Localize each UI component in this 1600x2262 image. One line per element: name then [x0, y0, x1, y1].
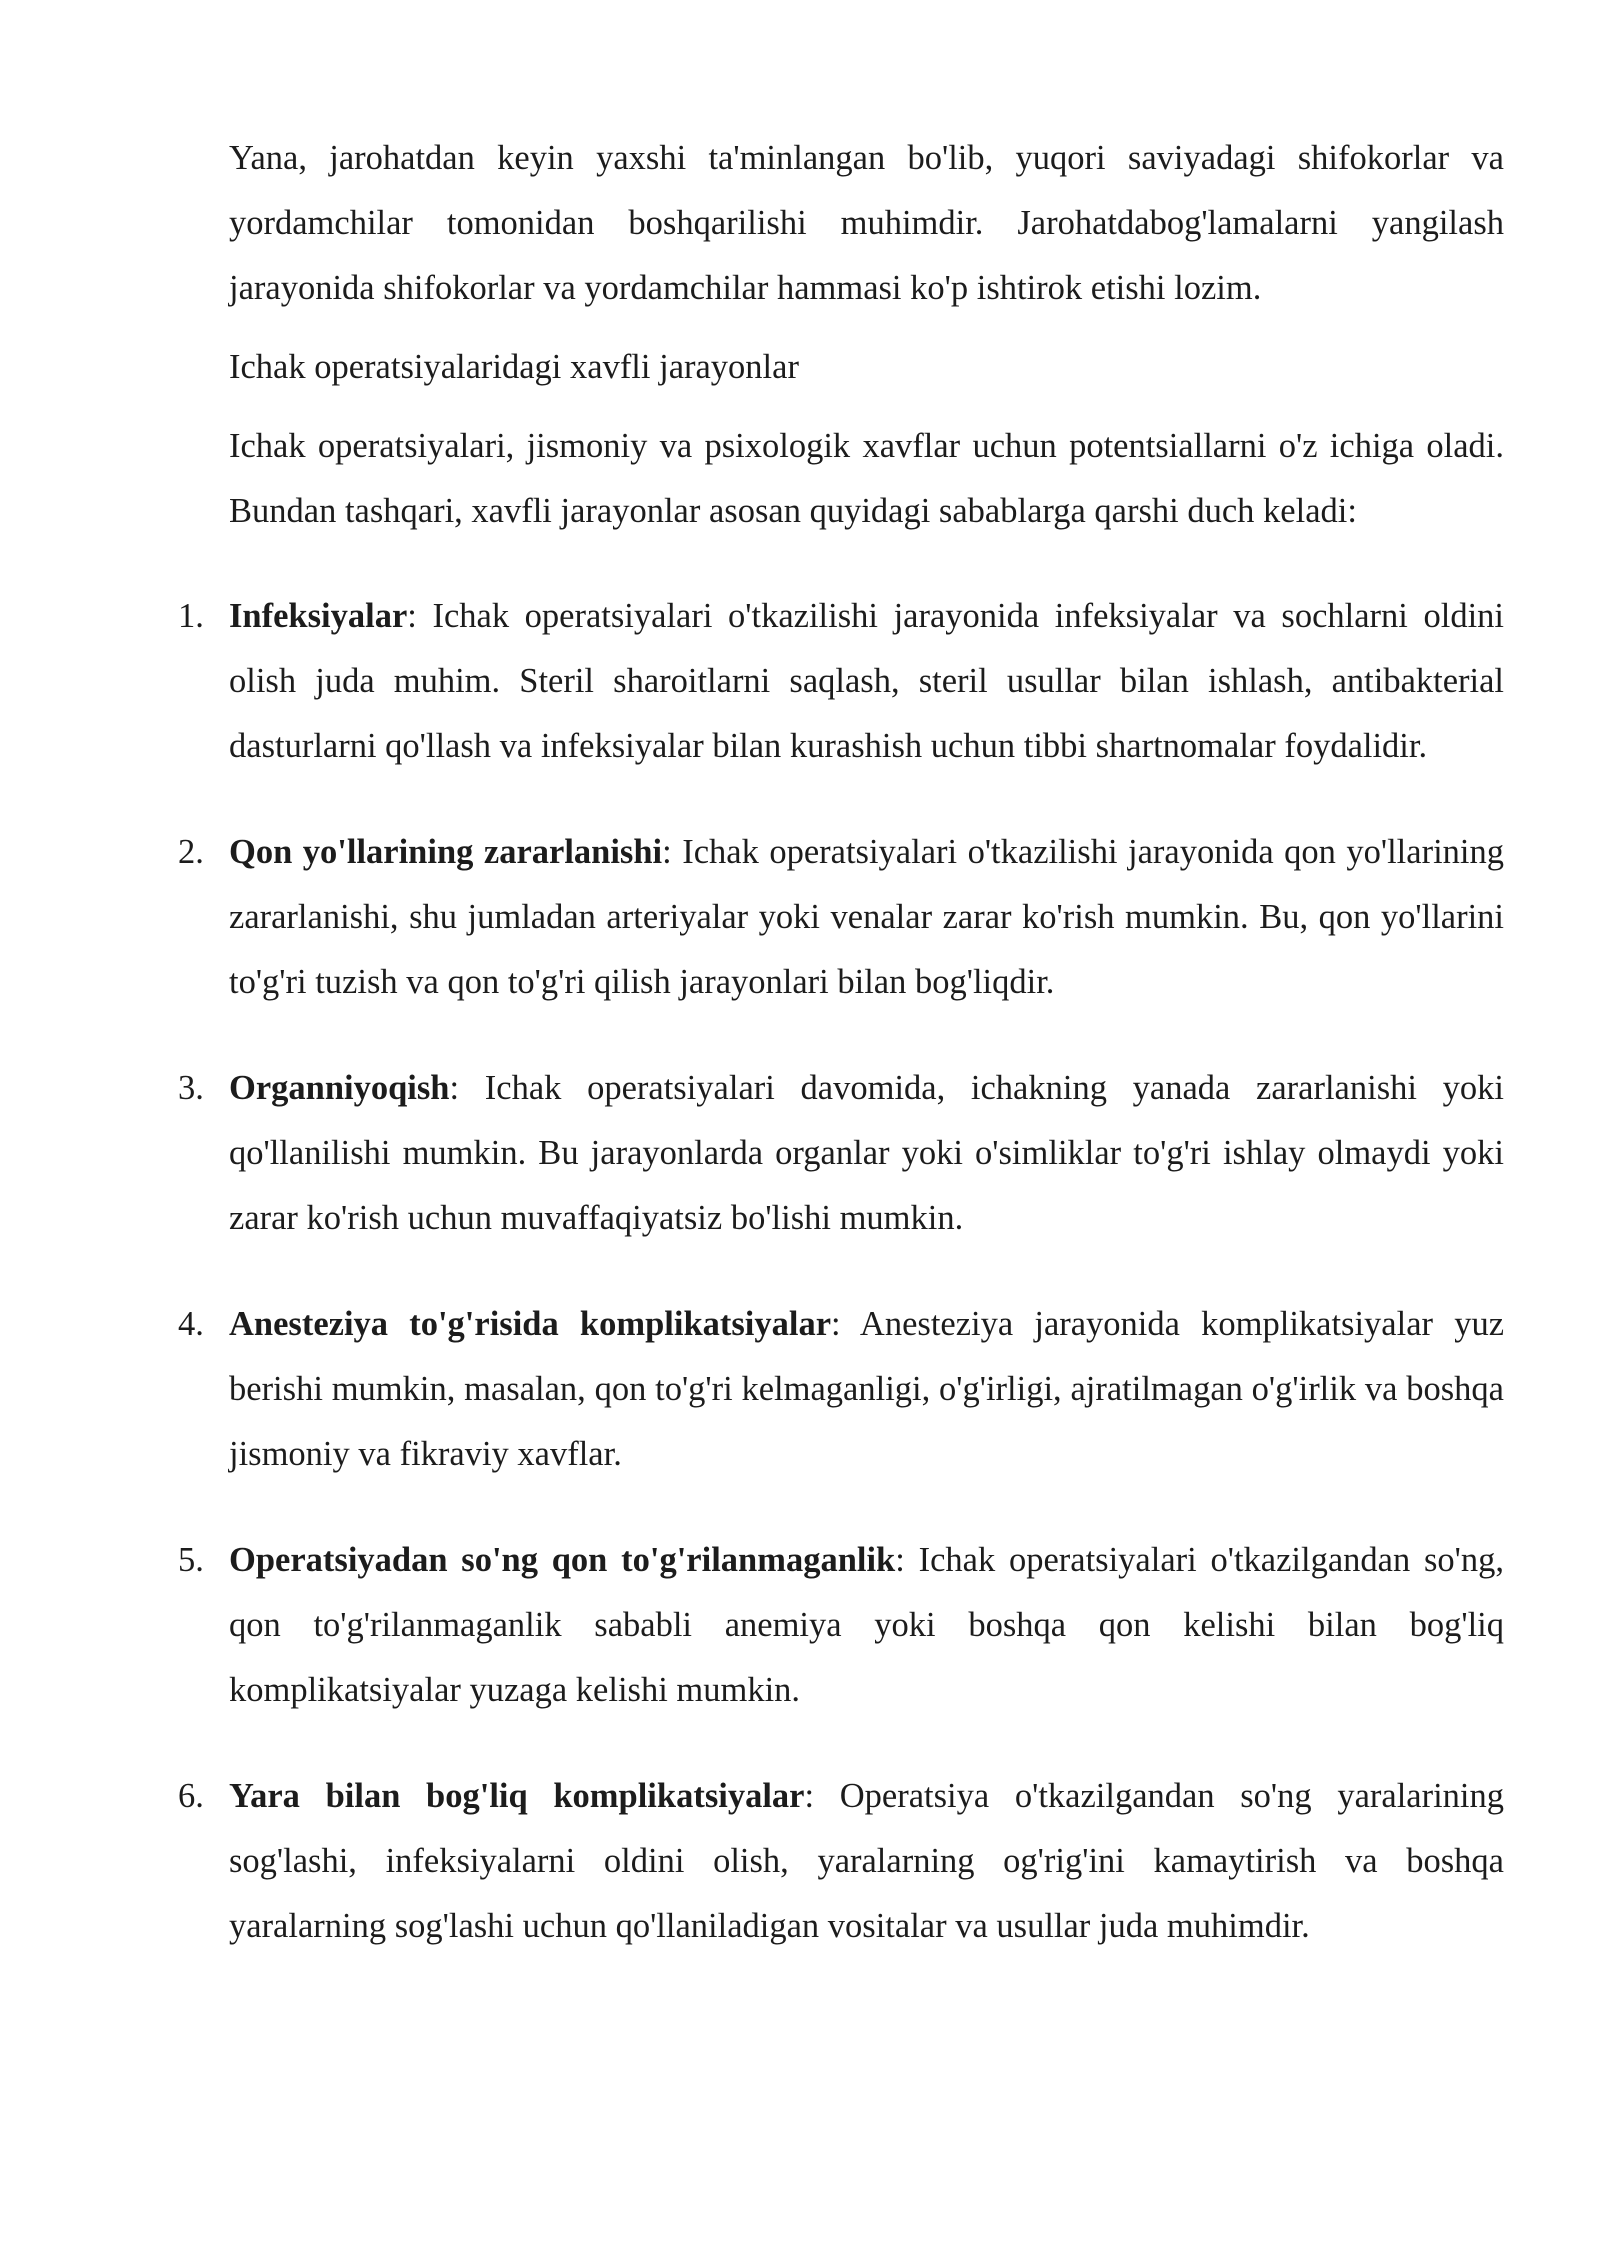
list-item: [178, 1528, 1504, 1723]
page-content: [178, 126, 1505, 2000]
list-number: 5.: [178, 1541, 204, 1579]
list-text: : Ichak operatsiyalari o'tkazilishi jarayonida infeksiyalar va sochlarni oldini olish juda muhim. Steril sharoitlarni saqlash, steril usullar bilan ishlash, antibakterial dasturlarni qo'llash va infeksiyalar bilan kurashish uchun tibbi shartnomalar foydalidir.: [229, 597, 1504, 765]
section-heading: Ichak operatsiyalaridagi xavfli jarayonlar: [229, 348, 799, 386]
list-item: [178, 1292, 1505, 1487]
list-term: Anesteziya to'g'risida komplikatsiyalar: [229, 1305, 832, 1343]
list-term: Qon yo'llarining zararlanishi: [229, 833, 663, 871]
list-number: 2.: [178, 833, 204, 871]
list-number: 1.: [178, 597, 204, 635]
list-item: [178, 1056, 1504, 1251]
list-term: Organniyoqish: [229, 1069, 450, 1107]
list-term: Operatsiyadan so'ng qon to'g'rilanmaganlik: [229, 1541, 896, 1579]
intro-paragraph: Yana, jarohatdan keyin yaxshi ta'minlangan bo'lib, yuqori saviyadagi shifokorlar va yordamchilar tomonidan boshqarilishi muhimdir. Jarohatdabog'lamalarni yangilash jarayonida shifokorlar va yordamchilar hammasi ko'p ishtirok etishi lozim.: [229, 139, 1504, 307]
list-item: [178, 584, 1504, 779]
list-term: Yara bilan bog'liq komplikatsiyalar: [229, 1777, 805, 1815]
list-number: 6.: [178, 1777, 204, 1815]
list-term: Infeksiyalar: [229, 597, 408, 635]
list-text: : Anesteziya jarayonida komplikatsiyalar yuz berishi mumkin, masalan, qon to'g'ri kelmaganligi, o'g'irligi, ajratilmagan o'g'irlik va boshqa jismoniy va fikraviy xavflar.: [229, 1305, 1505, 1473]
list-text: : Ichak operatsiyalari o'tkazilishi jarayonida qon yo'llarining zararlanishi, shu jumladan arteriyalar yoki venalar zarar ko'rish mumkin. Bu, qon yo'llarini to'g'ri tuzish va qon to'g'ri qilish jarayonlari bilan bog'liqdir.: [229, 833, 1504, 1001]
list-text: : Ichak operatsiyalari davomida, ichakning yanada zararlanishi yoki qo'llanilishi mumkin. Bu jarayonlarda organlar yoki o'simliklar to'g'ri ishlay olmaydi yoki zarar ko'rish uchun muvaffaqiyatsiz bo'lishi mumkin.: [229, 1069, 1504, 1237]
list-item: [178, 820, 1504, 1015]
list-item: [178, 1764, 1504, 1959]
list-text: : Operatsiya o'tkazilgandan so'ng yaralarining sog'lashi, infeksiyalarni oldini olish, yaralarning og'rig'ini kamaytirish va boshqa yaralarning sog'lashi uchun qo'llaniladigan vositalar va usullar juda muhimdir.: [229, 1777, 1504, 1945]
lead-paragraph: Ichak operatsiyalari, jismoniy va psixologik xavflar uchun potentsiallarni o'z ichiga oladi. Bundan tashqari, xavfli jarayonlar asosan quyidagi sabablarga qarshi duch keladi:: [229, 427, 1504, 530]
list-text: : Ichak operatsiyalari o'tkazilgandan so'ng, qon to'g'rilanmaganlik sababli anemiya yoki boshqa qon kelishi bilan bog'liq komplikatsiyalar yuzaga kelishi mumkin.: [229, 1541, 1504, 1709]
list-number: 4.: [178, 1305, 204, 1343]
list-number: 3.: [178, 1069, 204, 1107]
risk-list: [178, 584, 1505, 1959]
